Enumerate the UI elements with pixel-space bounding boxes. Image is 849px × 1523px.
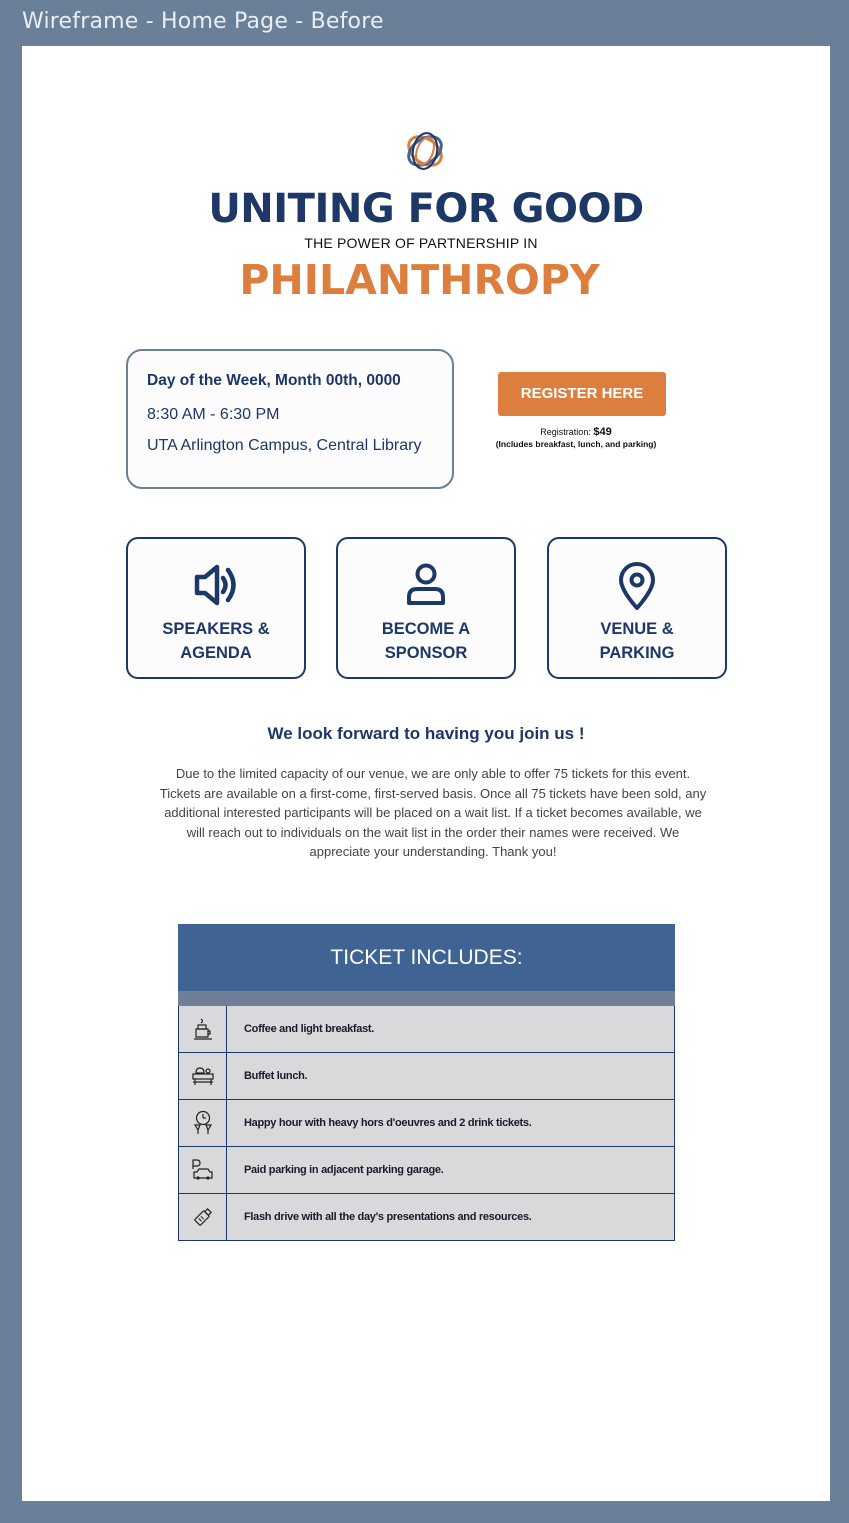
speakers-agenda-label — [128, 617, 304, 665]
page-subtitle: THE POWER OF PARTNERSHIP IN — [304, 235, 538, 251]
event-date: Day of the Week, Month 00th, 0000 — [147, 372, 401, 389]
speakers-agenda-label-line1: SPEAKERS & — [162, 620, 270, 638]
venue-parking-card[interactable] — [547, 537, 727, 679]
venue-parking-label-line2: PARKING — [599, 644, 675, 662]
registration-price-label: Registration: — [540, 427, 594, 437]
frame-title: Wireframe - Home Page - Before — [22, 9, 384, 34]
registration-price — [462, 426, 690, 438]
event-info-card — [126, 349, 454, 489]
register-button[interactable]: REGISTER HERE — [498, 372, 666, 416]
join-body-text: Due to the limited capacity of our venue, we are only able to offer 75 tickets for this event. Tickets are available on a first-come, first-served basis. Once all 75 tickets have been sold, any additional interested participants will be placed on a wait list. If a ticket becomes available, we will reach out to individuals on the wait list in the order their names were received. We appreciate your understanding. Thank you! — [159, 766, 707, 860]
page-title: UNITING FOR GOOD — [208, 186, 644, 232]
event-time: 8:30 AM - 6:30 PM — [147, 406, 280, 423]
become-sponsor-label-line1: BECOME A — [381, 620, 471, 638]
ticket-item-text: Coffee and light breakfast. — [244, 1023, 375, 1035]
page-headline: PHILANTHROPY — [239, 256, 600, 304]
ticket-item-text: Buffet lunch. — [244, 1070, 308, 1082]
become-sponsor-label — [338, 617, 514, 665]
event-location: UTA Arlington Campus, Central Library — [147, 437, 422, 454]
row-icon-cell — [179, 1194, 227, 1240]
parking-car-icon — [191, 1158, 215, 1182]
speaker-icon — [191, 561, 241, 609]
coffee-cup-icon — [192, 1017, 214, 1041]
registration-note: (Includes breakfast, lunch, and parking) — [495, 439, 657, 449]
map-pin-icon — [612, 561, 662, 611]
happy-hour-icon — [192, 1110, 214, 1136]
ticket-item-text: Happy hour with heavy hors d'oeuvres and 2 drink tickets. — [244, 1117, 532, 1129]
table-row — [178, 1053, 675, 1100]
become-sponsor-label-line2: SPONSOR — [384, 644, 468, 662]
person-icon — [401, 561, 451, 609]
table-row — [178, 1194, 675, 1241]
buffet-icon — [191, 1064, 215, 1088]
registration-price-value: $49 — [593, 426, 612, 438]
ticket-item-text: Flash drive with all the day's presentations and resources. — [244, 1211, 532, 1223]
row-icon-cell — [179, 1100, 227, 1146]
wireframe-page — [22, 46, 830, 1501]
venue-parking-label — [549, 617, 725, 665]
ticket-item-text: Paid parking in adjacent parking garage. — [244, 1164, 444, 1176]
row-icon-cell — [179, 1006, 227, 1052]
speakers-agenda-card[interactable] — [126, 537, 306, 679]
table-row — [178, 1006, 675, 1053]
flash-drive-icon — [191, 1205, 215, 1229]
ticket-includes-heading: TICKET INCLUDES: — [178, 924, 675, 991]
become-sponsor-card[interactable] — [336, 537, 516, 679]
table-row — [178, 1147, 675, 1194]
ticket-includes-table — [178, 924, 675, 1247]
speakers-agenda-label-line2: AGENDA — [180, 644, 252, 662]
interlocking-rings-icon — [402, 128, 448, 174]
row-icon-cell — [179, 1147, 227, 1193]
table-row — [178, 1100, 675, 1147]
ticket-header-divider — [178, 991, 675, 1006]
venue-parking-label-line1: VENUE & — [600, 620, 674, 638]
row-icon-cell — [179, 1053, 227, 1099]
join-heading: We look forward to having you join us ! — [267, 724, 585, 743]
